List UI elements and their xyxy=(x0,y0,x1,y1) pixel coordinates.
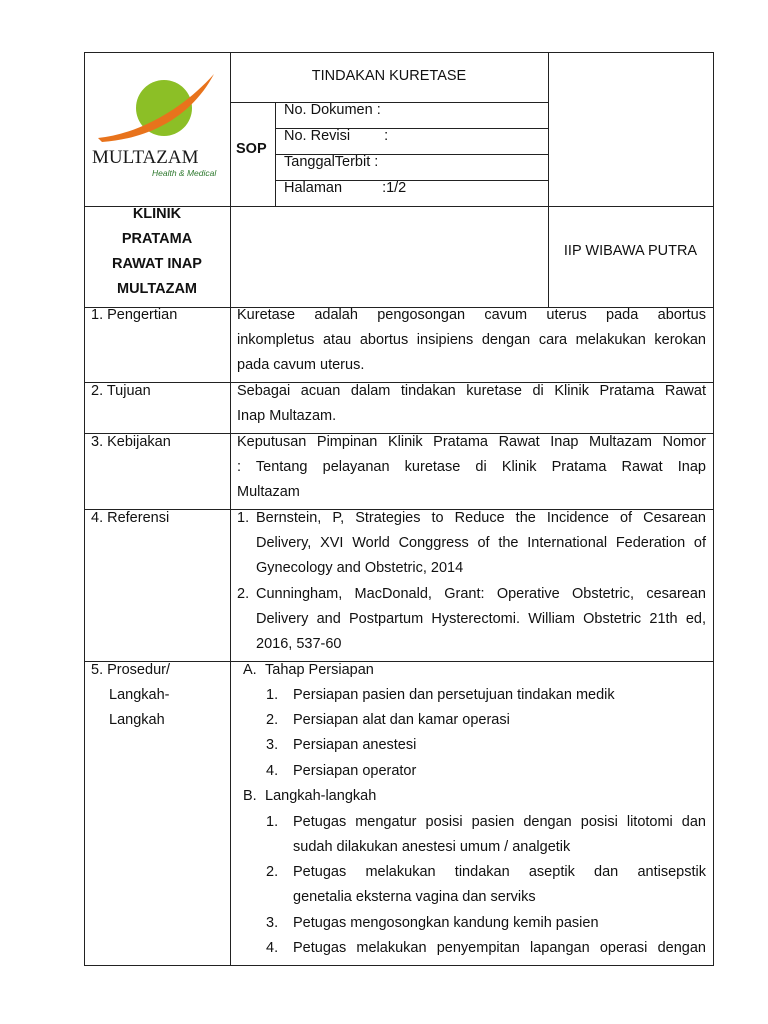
pengertian-line-2: inkompletus atau abortus insipiens dengan cara melakukan kerokan xyxy=(237,332,706,348)
tujuan-line-1: Sebagai acuan dalam tindakan kuretase di Klinik Pratama Rawat xyxy=(237,383,706,399)
step-b1-line-2: sudah dilakukan anestesi umum / analgetik xyxy=(293,839,571,855)
referensi-2-line-1: Cunningham, MacDonald, Grant: Operative Obstetric, cesarean xyxy=(256,586,706,602)
referensi-num-2: 2. xyxy=(237,586,250,602)
clinic-logo xyxy=(90,60,226,200)
step-a3-text: Persiapan anestesi xyxy=(293,737,417,753)
section-label-referensi: 4. Referensi xyxy=(91,510,170,526)
group-a-letter: A. xyxy=(243,662,257,678)
field-no-revisi xyxy=(284,124,388,149)
field-sep: : xyxy=(384,128,389,144)
step-b4-num: 4. xyxy=(266,940,279,956)
field-label: TanggalTerbit xyxy=(284,154,371,170)
document-title: TINDAKAN KURETASE xyxy=(311,68,467,84)
field-sep: : xyxy=(374,154,379,170)
field-sep: : xyxy=(376,102,381,118)
step-b3-num: 3. xyxy=(266,915,279,931)
section-label-kebijakan: 3. Kebijakan xyxy=(91,434,171,450)
section-label-prosedur-1: 5. Prosedur/ xyxy=(91,662,170,678)
step-b4-line-1: Petugas melakukan penyempitan lapangan operasi dengan xyxy=(293,940,706,956)
clinic-name-line-2: PRATAMA xyxy=(121,231,193,247)
referensi-2-line-2: Delivery and Postpartum Hysterectomi. William Obstetric 21th ed, xyxy=(256,611,706,627)
step-b2-num: 2. xyxy=(266,864,279,880)
section-label-pengertian: 1. Pengertian xyxy=(91,307,178,323)
section-label-tujuan: 2. Tujuan xyxy=(91,383,151,399)
referensi-num-1: 1. xyxy=(237,510,250,526)
field-label: No. Dokumen xyxy=(284,102,373,118)
table-border-bottom xyxy=(84,965,714,966)
referensi-1-line-1: Bernstein, P, Strategies to Reduce the Incidence of Cesarean xyxy=(256,510,706,526)
section-label-prosedur-2: Langkah- xyxy=(109,687,170,703)
referensi-2-line-3: 2016, 537-60 xyxy=(256,636,342,652)
pengertian-line-3: pada cavum uterus. xyxy=(237,357,365,373)
step-a4-num: 4. xyxy=(266,763,279,779)
step-a1-text: Persiapan pasien dan persetujuan tindakan medik xyxy=(293,687,615,703)
step-a1-num: 1. xyxy=(266,687,279,703)
kebijakan-line-1: Keputusan Pimpinan Klinik Pratama Rawat Inap Multazam Nomor xyxy=(237,434,706,450)
step-b2-line-2: genetalia eksterna vagina dan serviks xyxy=(293,889,536,905)
step-b3-text: Petugas mengosongkan kandung kemih pasien xyxy=(293,915,599,931)
title-bottom-line xyxy=(230,102,548,103)
step-a3-num: 3. xyxy=(266,737,279,753)
referensi-1-line-2: Delivery, XVI World Conggress of the International Federation of xyxy=(256,535,706,551)
step-b1-num: 1. xyxy=(266,814,279,830)
field-tanggal-terbit xyxy=(284,150,378,175)
group-a-title: Tahap Persiapan xyxy=(265,662,374,678)
step-b1-line-1: Petugas mengatur posisi pasien dengan posisi litotomi dan xyxy=(293,814,706,830)
field-no-dokumen xyxy=(284,98,381,123)
step-a2-text: Persiapan alat dan kamar operasi xyxy=(293,712,510,728)
row-line-5 xyxy=(84,661,714,662)
step-a2-num: 2. xyxy=(266,712,279,728)
field-sep: : xyxy=(382,180,387,196)
field-label: Halaman xyxy=(284,180,343,196)
field-value: 1/2 xyxy=(386,180,407,196)
logo-name: MULTAZAM xyxy=(92,147,199,168)
tujuan-line-2: Inap Multazam. xyxy=(237,408,337,424)
header-right-divider xyxy=(548,52,549,307)
step-b2-line-1: Petugas melakukan tindakan aseptik dan antisepstik xyxy=(293,864,706,880)
clinic-name-line-4: MULTAZAM xyxy=(117,281,197,297)
signer-name: IIP WIBAWA PUTRA xyxy=(563,243,698,259)
sop-label: SOP xyxy=(236,141,267,157)
pengertian-line-1: Kuretase adalah pengosongan cavum uterus pada abortus xyxy=(237,307,706,323)
group-b-title: Langkah-langkah xyxy=(265,788,377,804)
kebijakan-line-3: Multazam xyxy=(237,484,300,500)
logo-tagline: Health & Medical xyxy=(152,168,217,178)
step-a4-text: Persiapan operator xyxy=(293,763,417,779)
logo-graphic xyxy=(90,60,226,200)
field-halaman xyxy=(284,176,406,201)
field-label: No. Revisi xyxy=(284,128,351,144)
clinic-name-line-3: RAWAT INAP xyxy=(112,256,202,272)
clinic-name-line-1: KLINIK xyxy=(132,206,182,222)
section-label-prosedur-3: Langkah xyxy=(109,712,165,728)
table-border-top xyxy=(84,52,714,53)
group-b-letter: B. xyxy=(243,788,257,804)
kebijakan-line-2: : Tentang pelayanan kuretase di Klinik Pratama Rawat Inap xyxy=(237,459,706,475)
referensi-1-line-3: Gynecology and Obstetric, 2014 xyxy=(256,560,464,576)
